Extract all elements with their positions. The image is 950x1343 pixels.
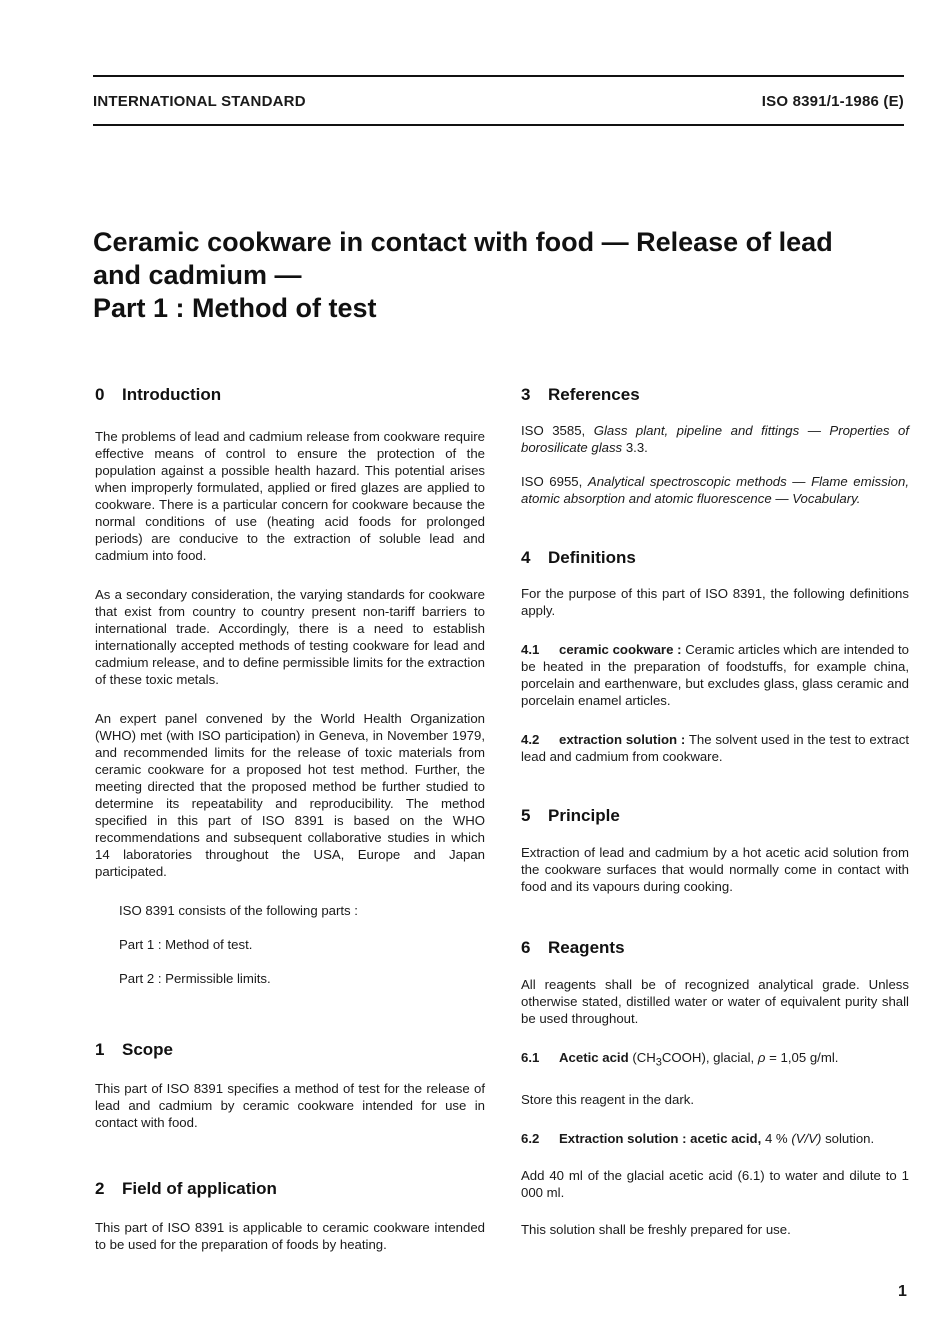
- reference-iso-3585: ISO 3585, Glass plant, pipeline and fittings — Properties of borosilicate glass 3.3.: [521, 423, 909, 455]
- intro-paragraph-1: The problems of lead and cadmium release from cookware require effective means of control to ensure the protection of the population against a possible health hazard. This potential arises when improperly formulated, applied or fired glazes are applied to cookware. There is a particular concern for cookware because the normal conditions of use (heating acid foods for prolonged periods) are conducive to the extraction of soluble lead and cadmium into food.: [95, 429, 485, 563]
- extraction-solution-preparation: Add 40 ml of the glacial acetic acid (6.1) to water and dilute to 1 000 ml.: [521, 1167, 909, 1200]
- title-line-1: Ceramic cookware in contact with food — Release of lead: [93, 227, 833, 257]
- intro-paragraph-2: As a secondary consideration, the varying standards for cookware that exist from country to country present non-tariff barriers to international trade. Accordingly, there is a need to establish internationally accepted methods of testing cookware for lead and cadmium release, and to define permissible limits for the extraction of these toxic metals.: [95, 587, 485, 687]
- header-rule: [93, 124, 904, 126]
- section-heading-definitions: 4 Definitions: [521, 548, 636, 567]
- header-standard-type: INTERNATIONAL STANDARD: [93, 93, 306, 110]
- section-heading-introduction: 0 Introduction: [95, 385, 222, 404]
- reagent-extraction-solution: 6.2 Extraction solution : acetic acid, 4 % (V/V) solution.: [521, 1130, 875, 1146]
- left-column: [95, 384, 485, 1253]
- definition-extraction-solution: 4.2 extraction solution : The solvent used in the test to extract lead and cadmium from cookware.: [521, 732, 909, 764]
- document-title: [93, 226, 913, 325]
- right-column: [521, 384, 909, 1238]
- extraction-solution-freshness: This solution shall be freshly prepared for use.: [521, 1221, 791, 1237]
- section-heading-references: 3 References: [521, 385, 640, 404]
- intro-part-1: Part 1 : Method of test.: [119, 937, 253, 952]
- scope-paragraph: This part of ISO 8391 specifies a method of test for the release of lead and cadmium by ceramic cookware intended for use in contact with food.: [95, 1081, 485, 1130]
- page-number: 1: [898, 1283, 907, 1300]
- reagents-intro: All reagents shall be of recognized analytical grade. Unless otherwise stated, distilled water or water of equivalent purity shall be used throughout.: [521, 977, 909, 1026]
- header-standard-number: ISO 8391/1-1986 (E): [761, 93, 904, 110]
- section-heading-principle: 5 Principle: [521, 806, 620, 825]
- reagent-acetic-acid-storage: Store this reagent in the dark.: [521, 1091, 695, 1107]
- principle-paragraph: Extraction of lead and cadmium by a hot acetic acid solution from the cookware surfaces that would normally come in contact with food and its vapours during cooking.: [521, 845, 909, 894]
- section-heading-scope: 1 Scope: [95, 1040, 174, 1059]
- title-line-3: Part 1 : Method of test: [93, 293, 377, 323]
- intro-parts-list-intro: ISO 8391 consists of the following parts :: [119, 903, 358, 918]
- top-rule: [93, 75, 904, 77]
- definitions-intro: For the purpose of this part of ISO 8391, the following definitions apply.: [521, 586, 909, 618]
- field-paragraph: This part of ISO 8391 is applicable to ceramic cookware intended to be used for the preparation of foods by heating.: [95, 1220, 485, 1252]
- definition-ceramic-cookware: 4.1 ceramic cookware : Ceramic articles which are intended to be heated in the preparation of foodstuffs, for example china, porcelain and earthenware, but excludes glass, glass ceramic and porcelain enamel articles.: [521, 642, 910, 708]
- reagent-acetic-acid: 6.1 Acetic acid $(CH_3COOH)$, glacial, ρ = 1,05 g/ml.: [521, 1050, 839, 1069]
- section-heading-field-of-application: 2 Field of application: [95, 1179, 277, 1198]
- intro-paragraph-3: An expert panel convened by the World Health Organization (WHO) met (with ISO participation) in Geneva, in November 1979, and recommended limits for the release of toxic materials from ceramic cookware for a proposed hot test method. Further, the meeting directed that the proposed method be further studied to determine its repeatability and reproducibility. The method specified in this part of ISO 8391 is based on the WHO recommendations and subsequent collaborative studies in which 14 laboratories throughout the USA, Europe and Japan participated.: [95, 711, 485, 879]
- title-line-2: and cadmium —: [93, 260, 302, 290]
- intro-part-2: Part 2 : Permissible limits.: [119, 971, 271, 986]
- section-heading-reagents: 6 Reagents: [521, 938, 625, 957]
- reference-iso-6955: ISO 6955, Analytical spectroscopic methods — Flame emission, atomic absorption and atomic fluorescence — Vocabulary.: [521, 474, 909, 506]
